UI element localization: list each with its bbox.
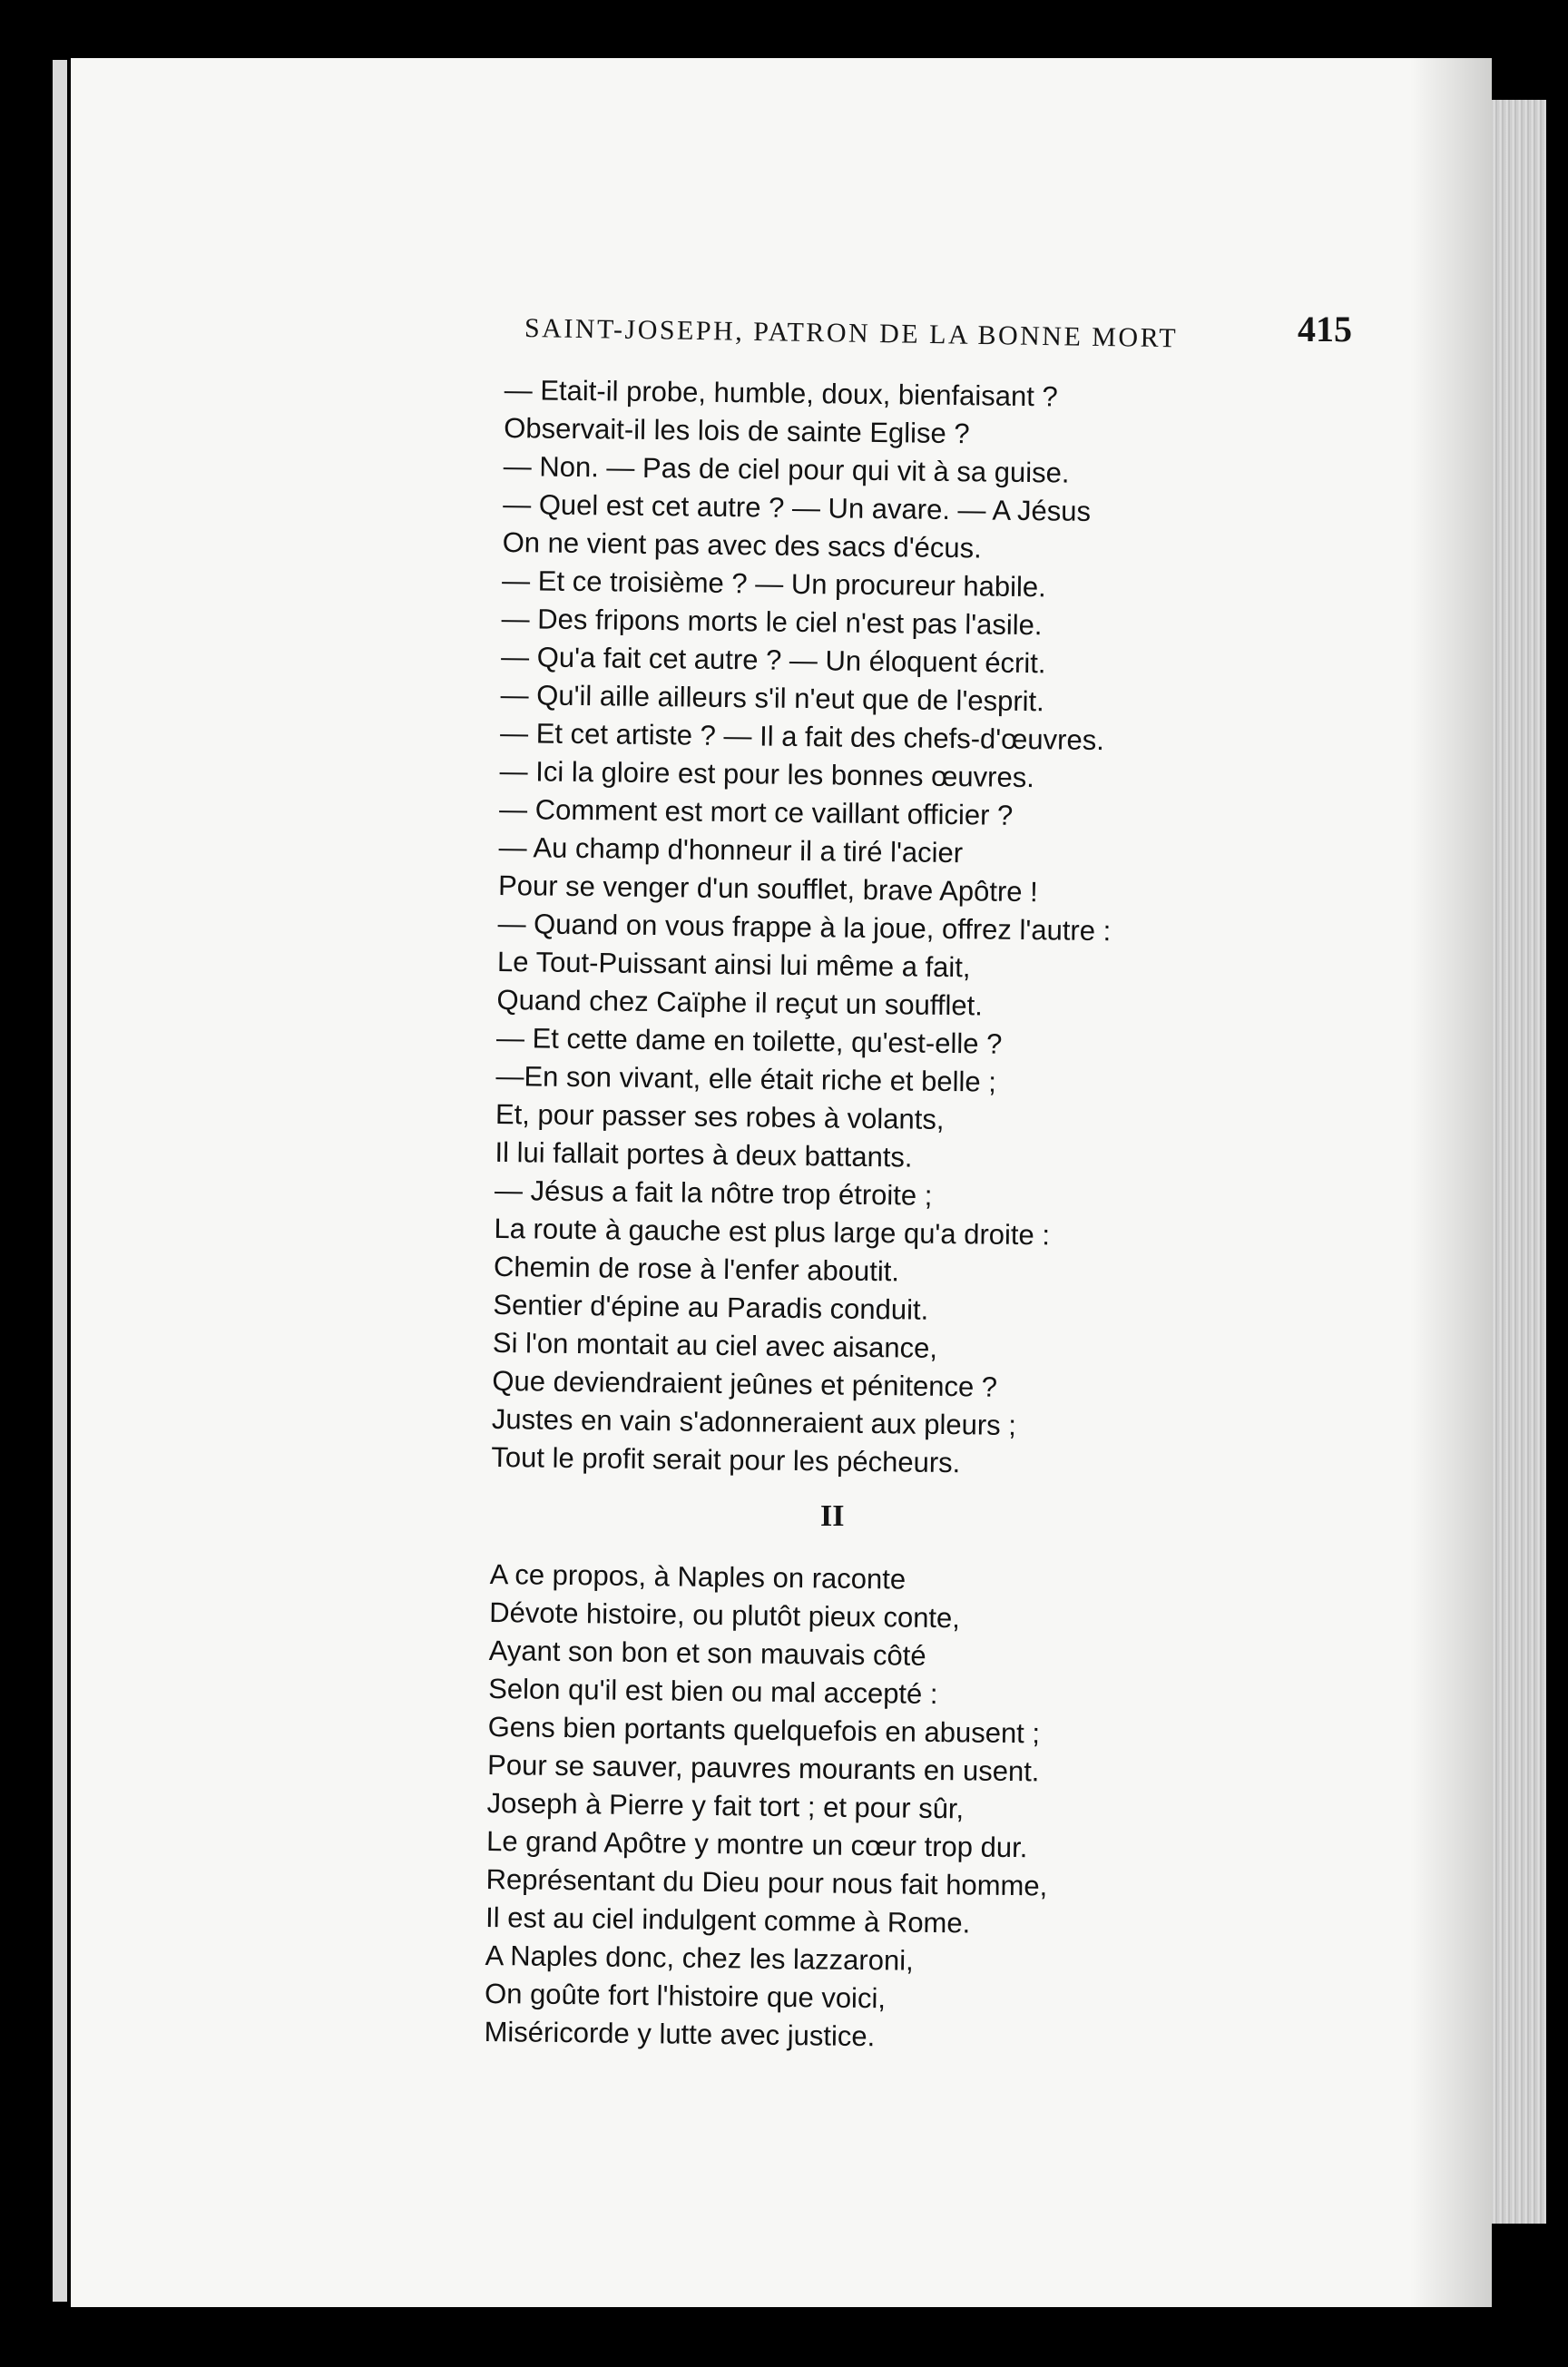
verse-line: A ce propos, à Naples on raconte — [489, 1557, 906, 1596]
verse-line: Justes en vain s'adonneraient aux pleurs ; — [491, 1402, 1017, 1441]
verse-line: — Et cet artiste ? — Il a fait des chefs-d'œuvres. — [499, 716, 1105, 757]
running-title: SAINT-JOSEPH, PATRON DE LA BONNE MORT — [524, 313, 1179, 354]
verse-line: Que deviendraient jeûnes et pénitence ? — [492, 1364, 998, 1403]
verse-line: On ne vient pas avec des sacs d'écus. — [502, 525, 982, 565]
stanza-1 — [491, 371, 1118, 1484]
verse-line: Chemin de rose à l'enfer aboutit. — [493, 1250, 900, 1288]
verse-line: — Qu'a fait cet autre ? — Un éloquent écrit. — [500, 640, 1046, 680]
verse-line: La route à gauche est plus large qu'a droite : — [494, 1212, 1051, 1252]
section-number: II — [820, 1499, 845, 1533]
verse-line: Le grand Apôtre y montre un cœur trop dur. — [485, 1824, 1028, 1864]
verse-line: Joseph à Pierre y fait tort ; et pour sûr, — [486, 1786, 965, 1825]
verse-line: — Comment est mort ce vaillant officier ? — [498, 792, 1014, 831]
verse-line: Si l'on montait au ciel avec aisance, — [492, 1326, 938, 1364]
verse-line: Sentier d'épine au Paradis conduit. — [493, 1288, 929, 1326]
running-header — [524, 308, 1432, 353]
verse-line: — Non. — Pas de ciel pour qui vit à sa guise. — [503, 449, 1070, 489]
verse-line: — Quel est cet autre ? — Un avare. — A Jésus — [502, 487, 1092, 527]
verse-line: — Et cette dame en toilette, qu'est-elle ? — [495, 1021, 1003, 1060]
verse-line: Selon qu'il est bien ou mal accepté : — [487, 1672, 938, 1711]
verse-line: Le Tout-Puissant ainsi lui même a fait, — [496, 945, 971, 984]
verse-line: — Jésus a fait la nôtre trop étroite ; — [494, 1174, 933, 1212]
verse-line: Il lui fallait portes à deux battants. — [495, 1135, 913, 1174]
verse-line: A Naples donc, chez les lazzaroni, — [485, 1939, 914, 1977]
verse-line: Quand chez Caïphe il reçut un soufflet. — [496, 983, 984, 1022]
verse-line: On goûte fort l'histoire que voici, — [484, 1977, 887, 2015]
verse-line: Miséricorde y lutte avec justice. — [484, 2015, 876, 2053]
verse-line: — Et ce troisième ? — Un procureur habile. — [501, 564, 1046, 604]
verse-line: — Des fripons morts le ciel n'est pas l'asile. — [501, 602, 1043, 642]
verse-line: Observait-il les lois de sainte Eglise ? — [504, 411, 970, 450]
verse-line: — Ici la gloire est pour les bonnes œuvres. — [499, 754, 1035, 794]
verse-line: Tout le profit serait pour les pécheurs. — [491, 1440, 961, 1479]
page-number: 415 — [1298, 309, 1352, 349]
verse-line: — Quand on vous frappe à la joue, offrez l'autre : — [497, 907, 1112, 948]
verse-line: Il est au ciel indulgent comme à Rome. — [485, 1900, 971, 1940]
verse-line: Pour se venger d'un soufflet, brave Apôtre ! — [497, 869, 1038, 908]
verse-line: Gens bien portants quelquefois en abusent ; — [487, 1710, 1041, 1750]
verse-line: Pour se sauver, pauvres mourants en usent. — [486, 1748, 1040, 1788]
page-stack-edges — [1492, 100, 1546, 2224]
verse-line: — Qu'il aille ailleurs s'il n'eut que de l'esprit. — [500, 678, 1044, 718]
page-left-edge — [53, 60, 67, 2302]
page-gutter-shadow — [1410, 58, 1492, 2307]
verse-line: Et, pour passer ses robes à volants, — [495, 1097, 945, 1135]
verse-line: — Au champ d'honneur il a tiré l'acier — [498, 830, 964, 869]
verse-line: Représentant du Dieu pour nous fait homme, — [485, 1862, 1048, 1902]
stanza-2 — [484, 1556, 1051, 2058]
verse-line: —En son vivant, elle était riche et belle ; — [495, 1059, 997, 1098]
verse-line: Dévote histoire, ou plutôt pieux conte, — [489, 1596, 961, 1635]
verse-line: Ayant son bon et son mauvais côté — [488, 1634, 926, 1672]
verse-line: — Etait-il probe, humble, doux, bienfaisant ? — [504, 373, 1058, 413]
book-page — [71, 58, 1492, 2307]
